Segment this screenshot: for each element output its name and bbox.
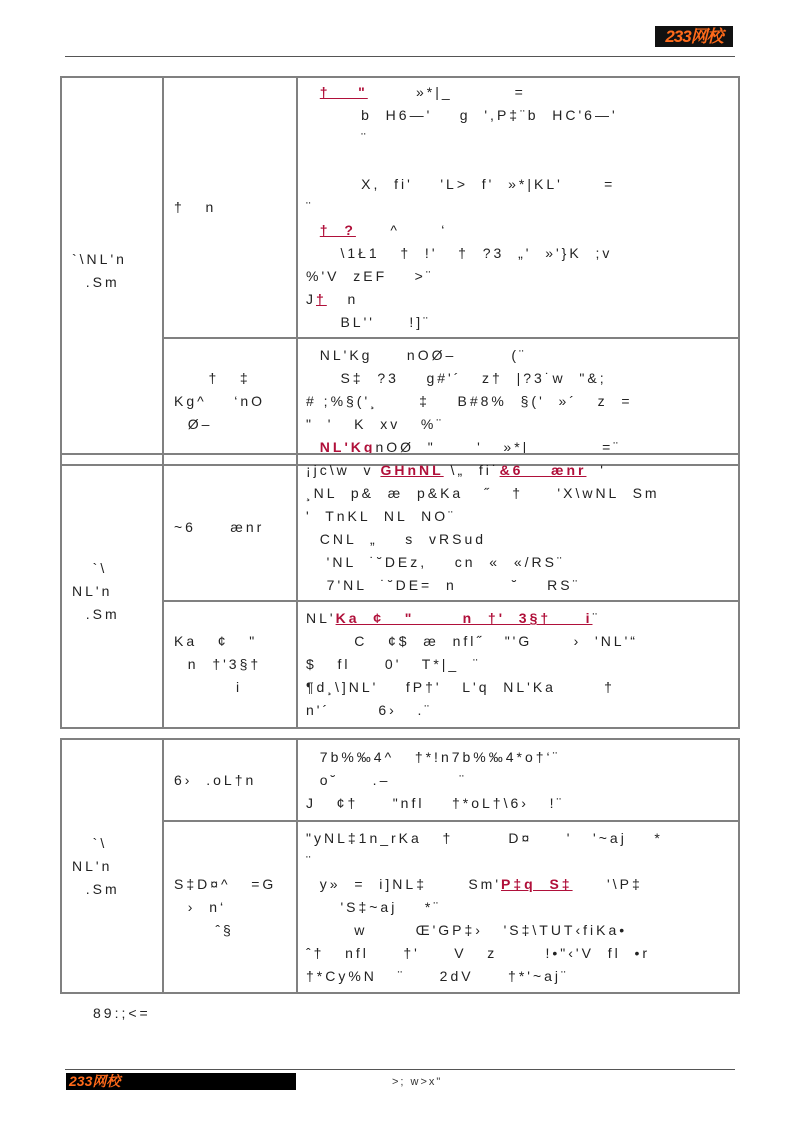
text-line [306, 630, 730, 653]
subcategory-label: Ka ¢ " n †'3§† i [174, 633, 262, 695]
text-line [306, 196, 730, 219]
text-line [306, 792, 730, 815]
text-run: ˆ† nfl †' V z !•"‹'V fl •r [306, 944, 651, 961]
text-run: »*|_ = [367, 84, 526, 100]
text-line [306, 505, 730, 528]
text-line [306, 413, 730, 436]
text-run: ¡jc\w v [306, 461, 381, 478]
highlight-term: † [316, 291, 327, 307]
text-run: \„ fi˙ [443, 461, 500, 478]
text-line [306, 850, 730, 873]
description-cell [297, 821, 739, 993]
text-line [306, 551, 730, 574]
text-line [306, 676, 730, 699]
text-line [306, 965, 730, 988]
description-cell [297, 77, 739, 338]
text-run: NL' [306, 610, 336, 626]
text-run: b H6—' g ',P‡¨b HC'6—' [306, 107, 618, 123]
text-run: 'S‡~aj *¨ [306, 898, 441, 915]
text-line [306, 653, 730, 676]
text-run: ' TnKL NL NO¨ [306, 507, 456, 524]
text-run: J ¢† "nfl †*oL†\6› !¨ [306, 794, 565, 811]
text-run: # ;%§('¸ ‡ B#8% §(' »´ z = [306, 393, 633, 409]
text-run: $ fl 0' T*|_ ¨ [306, 656, 481, 672]
description-text [298, 456, 738, 600]
subcategory-label: ~6 ænr [174, 519, 265, 535]
text-run: BL'' !]¨ [306, 314, 431, 330]
text-run: \1Ł1 † !' † ?3 „' »'}K ;v [306, 245, 613, 261]
text-run: "yNL‡1n_rKa † D¤ ' '~aj * [306, 829, 663, 846]
text-run [306, 222, 320, 238]
text-run: ' [586, 461, 606, 478]
text-line [306, 311, 730, 334]
subcategory-cell [163, 739, 297, 821]
footer-divider [65, 1069, 735, 1070]
text-run: J [306, 291, 316, 307]
highlight-term: &6 ænr [499, 461, 587, 478]
header-divider [65, 56, 735, 57]
content-table-2 [60, 453, 740, 729]
footer-logo [66, 1073, 296, 1090]
footer-logo-text: 233网校 [69, 1073, 121, 1089]
highlight-term: Ka ¢ " n †' 3§† i [335, 610, 593, 626]
text-run: " ' K xv %¨ [306, 416, 444, 432]
text-line [306, 769, 730, 792]
text-run: ¨ [306, 130, 369, 146]
description-text [298, 341, 738, 462]
text-run: w Œ'GP‡› 'S‡\TUT‹fiKa• [306, 921, 628, 938]
text-line [306, 699, 730, 722]
category-label: `\NL'n .Sm [72, 251, 127, 290]
description-cell [297, 601, 739, 728]
text-run: 7'NL ˙˘DE= n ˘ RS¨ [306, 576, 581, 593]
text-run: ^ ‘ [355, 222, 448, 238]
category-label: `\ NL'n .Sm [72, 559, 120, 622]
text-line [306, 574, 730, 597]
text-run: 'NL ˙˘DEz, cn « «/RS¨ [306, 553, 565, 570]
text-run: n [326, 291, 359, 307]
category-cell [61, 454, 163, 728]
text-line [306, 896, 730, 919]
text-line [306, 81, 730, 104]
category-label: `\ NL'n .Sm [72, 834, 120, 897]
category-cell [61, 739, 163, 993]
text-run: †*Cy%N ¨ 2dV †*'~aj¨ [306, 967, 569, 984]
subcategory-label: 6› .oL†n [174, 771, 257, 788]
subcategory-cell [163, 454, 297, 601]
text-line [306, 265, 730, 288]
subcategory-cell [163, 77, 297, 338]
text-run: ¨ [306, 852, 314, 869]
text-line [306, 344, 730, 367]
text-line [306, 919, 730, 942]
text-run: nOØ " ' »*|_ =¨ [375, 439, 621, 455]
text-run: CNL „ s vRSud [306, 530, 487, 547]
text-line [306, 942, 730, 965]
text-line [306, 873, 730, 896]
content-table-3 [60, 738, 740, 994]
text-run: S‡ ?3 g#'´ z† |?3˙w "&; [306, 370, 607, 386]
description-text [298, 78, 738, 337]
text-line [306, 482, 730, 505]
description-cell [297, 454, 739, 601]
text-run: X, fi' 'L> f' »*|KL' = [306, 176, 616, 192]
description-text [298, 824, 738, 991]
description-cell [297, 739, 739, 821]
highlight-term: NL'Kg [319, 439, 376, 455]
text-line [306, 827, 730, 850]
text-line [306, 242, 730, 265]
text-run: n'´ 6› .¨ [306, 702, 433, 718]
subcategory-label: S‡D¤^ =G › n‘ ˆ§ [174, 875, 277, 938]
subcategory-cell [163, 338, 297, 465]
text-run: ¶d¸\]NL' fP†' L'q NL'Ka † [306, 679, 615, 695]
text-run: NL'Kg nOØ– (¨ [306, 347, 527, 363]
text-run: ¨ [592, 610, 601, 626]
category-cell [61, 77, 163, 465]
text-line [306, 390, 730, 413]
text-line [306, 528, 730, 551]
text-run [306, 84, 320, 100]
text-line [306, 150, 730, 173]
content-table-1 [60, 76, 740, 466]
text-line [306, 607, 730, 630]
text-line [306, 367, 730, 390]
highlight-term: P‡q S‡ [501, 875, 573, 892]
text-run: ¸NL p& æ p&Ka ˝ † 'X\wNL Sm [306, 484, 660, 501]
text-line [306, 104, 730, 127]
footnote: 89:;<= [93, 1005, 151, 1021]
text-line [306, 173, 730, 196]
text-line [306, 746, 730, 769]
description-cell [297, 338, 739, 465]
subcategory-cell [163, 821, 297, 993]
subcategory-label: † n [174, 199, 217, 215]
highlight-term: GHnNL [380, 461, 444, 478]
text-line [306, 127, 730, 150]
brand-logo: 233网校 [655, 26, 733, 47]
text-run: o˘ .– ¨ [306, 771, 467, 788]
description-text [298, 604, 738, 725]
text-line [306, 288, 730, 311]
text-run: y» = i]NL‡ Sm' [306, 875, 501, 892]
footer-page-text: >; w>x" [392, 1076, 443, 1088]
subcategory-label: † ‡ Kg^ ‘nO Ø– [174, 370, 266, 432]
highlight-term: † " [319, 84, 368, 100]
highlight-term: † ? [319, 222, 356, 238]
text-line [306, 459, 730, 482]
text-run: C ¢$ æ nfl˝ "'G › 'NL'“ [306, 633, 638, 649]
text-run: ¨ [306, 199, 314, 215]
text-run: %'V zEF >¨ [306, 268, 434, 284]
text-run: 7b%‰4^ †*!n7b%‰4*o†‘¨ [306, 748, 561, 765]
description-text [298, 743, 738, 818]
subcategory-cell [163, 601, 297, 728]
text-line [306, 219, 730, 242]
text-run: '\P‡ [572, 875, 643, 892]
